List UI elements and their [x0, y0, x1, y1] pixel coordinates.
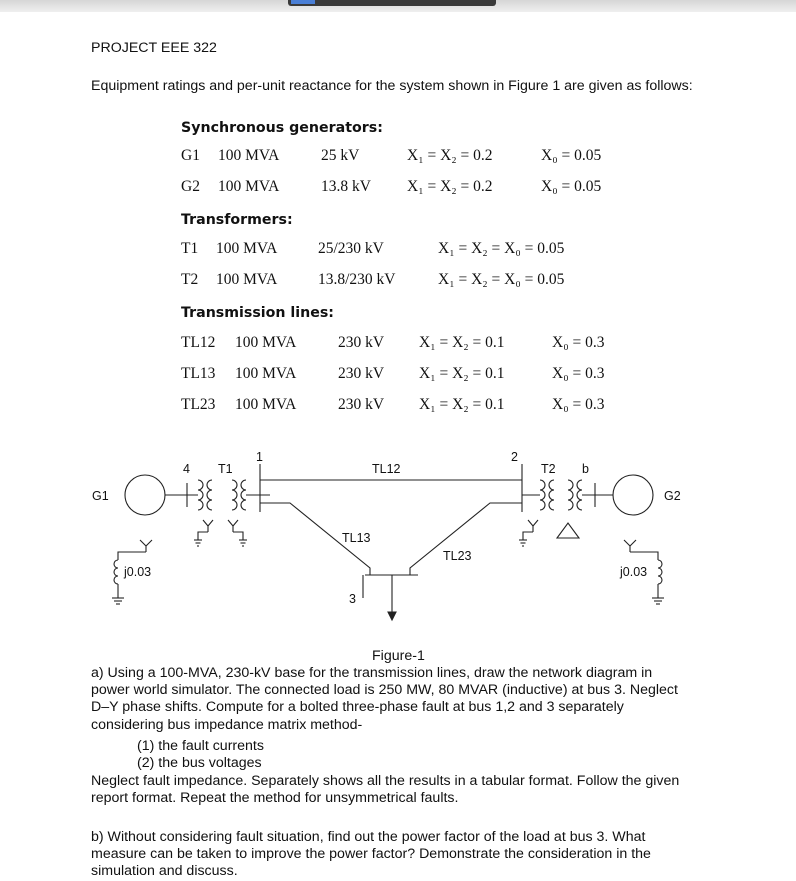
- bus3-label: 3: [349, 592, 356, 606]
- xfmr-rating: 100 MVA: [216, 240, 278, 257]
- line-x0: X₀ = 0.3: [552, 334, 605, 351]
- tl13-line: [260, 503, 370, 575]
- tl12-label: TL12: [372, 462, 401, 476]
- gen-x0: X₀ = 0.05: [541, 147, 602, 164]
- bus2-label: 2: [511, 450, 518, 464]
- line-name: TL12: [181, 334, 216, 351]
- gen-x0: X₀ = 0.05: [541, 178, 602, 195]
- xfmr-x: X₁ = X₂ = X₀ = 0.05: [438, 271, 565, 288]
- part-a-note: Neglect fault impedance. Separately shows all the results in a tabular format. Follow the given report format. Repeat the method for unsymmetrical faults.: [91, 773, 680, 807]
- generators-heading: Synchronous generators:: [181, 120, 383, 136]
- transformer-t1-icon: [198, 480, 246, 510]
- load-arrow-icon: [388, 612, 396, 620]
- g1-neutral-ground-icon: [112, 540, 152, 604]
- transformer-t2-icon: [540, 480, 582, 510]
- part-b-text: b) Without considering fault situation, find out the power factor of the load at bus 3. What measure can be taken to improve the power factor? Demonstrate the consideration in the simulation and discuss.: [91, 829, 651, 880]
- figure-caption: Figure-1: [372, 648, 425, 664]
- line-x12: X₁ = X₂ = 0.1: [419, 334, 505, 351]
- gen-voltage: 13.8 kV: [321, 178, 371, 195]
- t1-wye-ground-icon: [194, 520, 247, 546]
- tl23-label: TL23: [443, 549, 472, 563]
- xfmr-voltage: 13.8/230 kV: [318, 271, 396, 288]
- project-title: PROJECT EEE 322: [91, 40, 217, 56]
- intro-text: Equipment ratings and per-unit reactance for the system shown in Figure 1 are given as follows:: [91, 78, 693, 94]
- g2-neutral-ground-icon: [624, 540, 664, 604]
- generator-g1-icon: [125, 475, 165, 515]
- t1-label: T1: [218, 462, 233, 476]
- gen-rating: 100 MVA: [218, 147, 280, 164]
- tl23-line: [410, 503, 522, 575]
- window-tab[interactable]: [288, 0, 496, 6]
- transformers-heading: Transformers:: [181, 212, 293, 228]
- xfmr-voltage: 25/230 kV: [318, 240, 384, 257]
- bus1-label: 1: [256, 450, 263, 464]
- part-a-item: (2) the bus voltages: [137, 755, 262, 771]
- xfmr-name: T1: [181, 240, 199, 257]
- part-a-item: (1) the fault currents: [137, 738, 264, 754]
- browser-top-bar: [0, 0, 796, 12]
- line-name: TL13: [181, 365, 216, 382]
- zn1-label: j0.03: [124, 565, 152, 579]
- line-rating: 100 MVA: [235, 396, 297, 413]
- part-a-text: a) Using a 100-MVA, 230-kV base for the transmission lines, draw the network diagram in power world simulator. The connected load is 250 MW, 80 MVAR (inductive) at bus 3. Neglect D–Y phase shifts. Compute for a bolted three-phase fault at bus 1,2 and 3 separately considering bus impedance matrix method-: [91, 665, 678, 733]
- tl13-label: TL13: [342, 531, 371, 545]
- g1-label: G1: [92, 489, 109, 503]
- t2-label: T2: [541, 462, 556, 476]
- gen-x12: X₁ = X₂ = 0.2: [407, 178, 493, 195]
- bus4-label: 4: [183, 462, 190, 476]
- line-rating: 100 MVA: [235, 365, 297, 382]
- line-x0: X₀ = 0.3: [552, 365, 605, 382]
- xfmr-rating: 100 MVA: [216, 271, 278, 288]
- t2-wye-ground-icon: [519, 520, 538, 546]
- t2-delta-icon: [557, 523, 579, 538]
- gen-name: G2: [181, 178, 200, 195]
- line-x12: X₁ = X₂ = 0.1: [419, 396, 505, 413]
- xfmr-x: X₁ = X₂ = X₀ = 0.05: [438, 240, 565, 257]
- line-rating: 100 MVA: [235, 334, 297, 351]
- line-voltage: 230 kV: [338, 365, 385, 382]
- line-name: TL23: [181, 396, 216, 413]
- gen-name: G1: [181, 147, 200, 164]
- line-x0: X₀ = 0.3: [552, 396, 605, 413]
- tab-accent-icon: [291, 0, 315, 4]
- line-voltage: 230 kV: [338, 396, 385, 413]
- gen-rating: 100 MVA: [218, 178, 280, 195]
- bus-b-label: b: [582, 462, 589, 476]
- gen-x12: X₁ = X₂ = 0.2: [407, 147, 493, 164]
- line-x12: X₁ = X₂ = 0.1: [419, 365, 505, 382]
- generator-g2-icon: [613, 475, 653, 515]
- g2-label: G2: [664, 489, 681, 503]
- line-voltage: 230 kV: [338, 334, 385, 351]
- gen-voltage: 25 kV: [321, 147, 360, 164]
- lines-heading: Transmission lines:: [181, 305, 334, 321]
- xfmr-name: T2: [181, 271, 199, 288]
- zn2-label: j0.03: [620, 565, 648, 579]
